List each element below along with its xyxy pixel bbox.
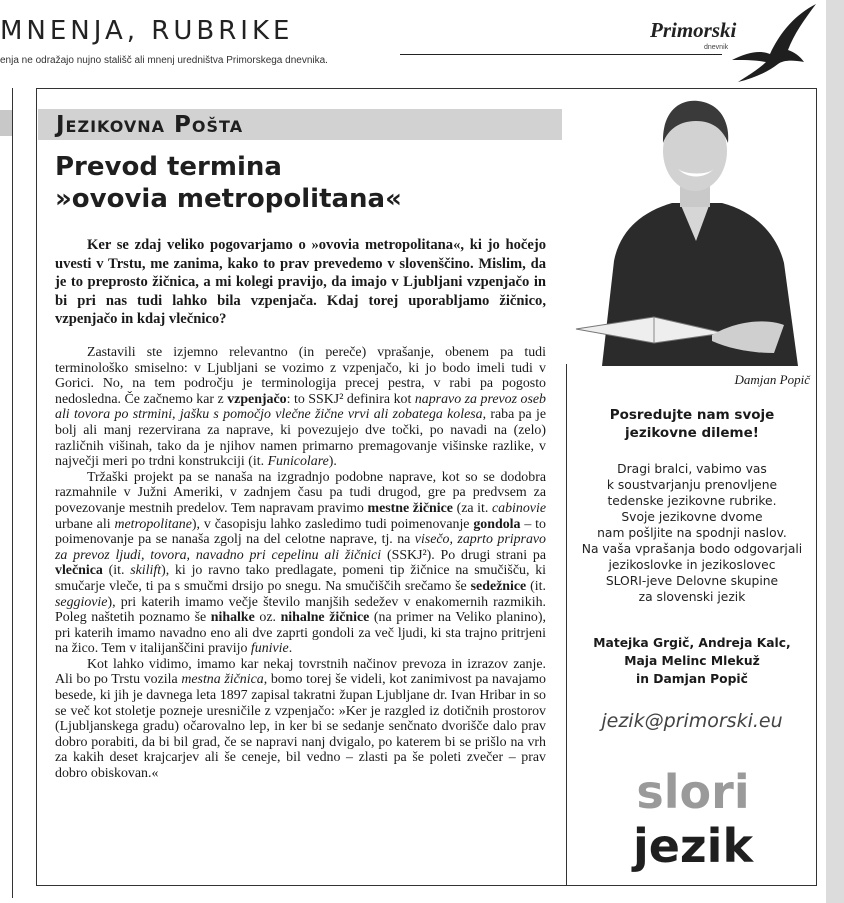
page-edge xyxy=(826,0,844,903)
headline-line: Prevod termina xyxy=(55,152,282,182)
article-body xyxy=(55,345,546,782)
slori-logo-text: slori xyxy=(636,765,750,819)
reader-question: Ker se zdaj veliko pogovarjamo o »ovovia metropolitana«, ki jo hočejo uvesti v Trstu, me zanima, kako to prav prevedemo v slovenščino. Mislim, da je to preprosto žičnica, a mi kolegi pravijo, da imajo v Ljubljani vzpenjačo in bi pri nas tudi lahko bila vzpenjača. Kdaj torej uporabljamo žičnico, vzpenjačo in kdaj vlečnico? xyxy=(55,237,546,327)
rubric-title: Jezikovna Pošta xyxy=(56,112,244,138)
slori-jezik-logo xyxy=(623,762,763,877)
seagull-logo-icon xyxy=(728,2,818,82)
section-title: MNENJA, RUBRIKE xyxy=(0,16,294,46)
sidebar-box xyxy=(566,364,816,885)
answer-paragraph-2: Tržaški projekt pa se nanaša na izgradnjo podobne naprave, kot so se dodobra razmahnile v Južni Ameriki, v zadnjem času pa tudi drugod, gre pa predvsem za povezovanje mestnih predelov. Tem napravam pravimo mestne žičnice (za it. cabinovie urbane ali metropolitane), v časopisju lahko zasledimo tudi poimenovanje gondola – to poimenovanje pa se nanaša zgolj na del celotne naprave, tj. na visečo, zaprto pripravo za prevoz ljudi, tovora, navadno pri cepelinu ali žičnici (SSKJ²). Po drugi strani pa vlečnica (it. skilift), ki jo ravno tako predlagate, pomeni tip žičnice na smučišču, ki smučarje vleče, ti pa s smučmi drsijo po snegu. Na smučiščih srečamo še sedežnice (it. seggiovie), pri katerih imamo večje število manjših sedežev v enakomernih razmikih. Poleg naštetih poznamo še nihalke oz. nihalne žičnice (na primer na Veliko planino), pri katerih imamo navadno eno ali dve zaprti gondoli za več ljudi, ki sta trajno pritrjeni na žico. Tem v italijanščini pravijo funivie. xyxy=(55,469,546,657)
header-rule xyxy=(400,54,722,55)
article-box xyxy=(36,88,817,886)
sidebar-author-names: Matejka Grgič, Andreja Kalc, Maja Melinc Mlekuž in Damjan Popič xyxy=(593,636,791,686)
disclaimer-text: enja ne odražajo nujno stališč ali mnenj uredništva Primorskega dnevnika. xyxy=(0,55,328,66)
photo-credit: Damjan Popič xyxy=(734,372,810,387)
previous-column-border xyxy=(0,88,13,898)
headline-line: »ovovia metropolitana« xyxy=(55,184,402,214)
sidebar-invitation-text: Dragi bralci, vabimo vas k soustvarjanju prenovljene tedenske jezikovne rubrike. Svoje jezikovne dvome nam pošljite na spodnji naslov. Na vaša vprašanja bodo odgovarjali jezikoslovke in jezikoslovec SLORI-jeve Delovne skupine za slovenski jezik xyxy=(581,462,803,604)
previous-column-band xyxy=(0,110,12,136)
article-headline xyxy=(55,151,402,215)
answer-paragraph-3: Kot lahko vidimo, imamo kar nekaj tovrstnih načinov prevoza in izrazov zanje. Ali bo po Trstu vozila mestna žičnica, bomo torej še videli, kot zanimivost pa navajamo besede, ki jih je davnega leta 1897 zapisal takratni župan Ljubljane dr. Ivan Hribar in so se več kot stoletje pozneje uresničile z vzpenjačo: »Ker je razgled iz dotičnih prostorov (Ljubljanskega gradu) očarovalno lep, in ker bi se sedanje senčnato dvorišče dalo prav dobro porabiti, da bi bil grad, če se napravi nanj dvigalo, po katerem bi se prišlo na vrh za kakih deset krajcarjev ali še ceneje, bil vedno – zlasti pa še poleti zvečer – prav dobro obiskovan.« xyxy=(55,656,547,782)
sidebar-callout: Posredujte nam svoje jezikovne dileme! xyxy=(609,407,775,441)
primorski-logo-text: Primorski xyxy=(650,18,737,42)
answer-paragraph-1: Zastavili ste izjemno relevantno (in pereče) vprašanje, obenem pa tudi terminološko smiselno: v Ljubljani se vozimo z vzpenjačo, ki jo bodo imeli tudi v Gorici. No, na tem področju je terminologija precej pestra, v rabi pa pogosto nedosledna. Če začnemo kar z vzpenjačo: to SSKJ² definira kot napravo za prevoz oseb ali tovora po strmini, jašku s pomočjo vlečne žične vrvi ali zobatega kolesa, raba pa je bolj ali manj rezervirana za naprave, ki povezujejo dve točki, po navadi na (zelo) različnih višinah, tako da je njihov namen primarno premagovanje višinske razlike, v največji meri po trdni konstrukciji (it. Funicolare). xyxy=(55,345,547,470)
jezik-logo-text: jezik xyxy=(632,819,754,873)
primorski-logo-subtext: dnevnik xyxy=(704,44,729,51)
author-photo xyxy=(562,91,816,366)
contact-email[interactable]: jezik@primorski.eu xyxy=(601,710,783,732)
